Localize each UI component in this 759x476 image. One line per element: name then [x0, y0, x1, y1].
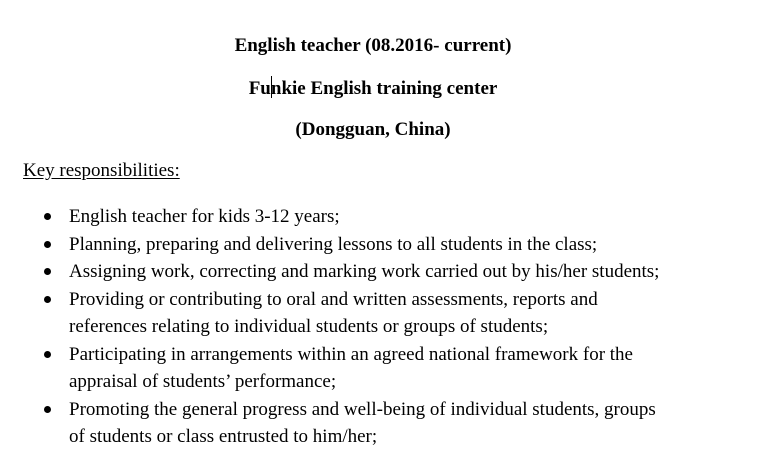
bullet-icon — [44, 351, 51, 358]
list-item — [0, 341, 759, 396]
location: (Dongguan, China) — [295, 119, 451, 140]
section-label-key-responsibilities: Key responsibilities: — [23, 160, 180, 181]
company-name-part-1: Fu — [248, 78, 271, 99]
bullet-icon — [44, 406, 51, 413]
list-item — [0, 203, 759, 231]
company-name — [0, 76, 746, 101]
list-item-line: Promoting the general progress and well-being of individual students, groups — [69, 398, 656, 420]
list-item-line: Assigning work, correcting and marking work carried out by his/her students; — [69, 261, 660, 282]
list-item-line: Participating in arrangements within an agreed national framework for the — [69, 343, 633, 365]
company-name-part-2: nkie English training center — [270, 78, 498, 99]
list-item-line: Planning, preparing and delivering lessons to all students in the class; — [69, 233, 598, 255]
list-item — [0, 286, 759, 341]
list-item-line: of students or class entrusted to him/her; — [69, 426, 378, 447]
position-title: English teacher (08.2016- current) — [234, 35, 512, 56]
responsibilities-list — [0, 203, 759, 451]
list-item-line: English teacher for kids 3-12 years; — [69, 206, 340, 227]
bullet-icon — [44, 296, 51, 303]
list-item-line: appraisal of students’ performance; — [69, 371, 337, 392]
bullet-icon — [44, 241, 51, 248]
list-item-line: Providing or contributing to oral and written assessments, reports and — [69, 288, 598, 310]
bullet-icon — [44, 268, 51, 275]
list-item — [0, 231, 759, 259]
list-item-line: references relating to individual students or groups of students; — [69, 316, 549, 337]
bullet-icon — [44, 213, 51, 220]
list-item — [0, 258, 759, 286]
list-item — [0, 396, 759, 451]
